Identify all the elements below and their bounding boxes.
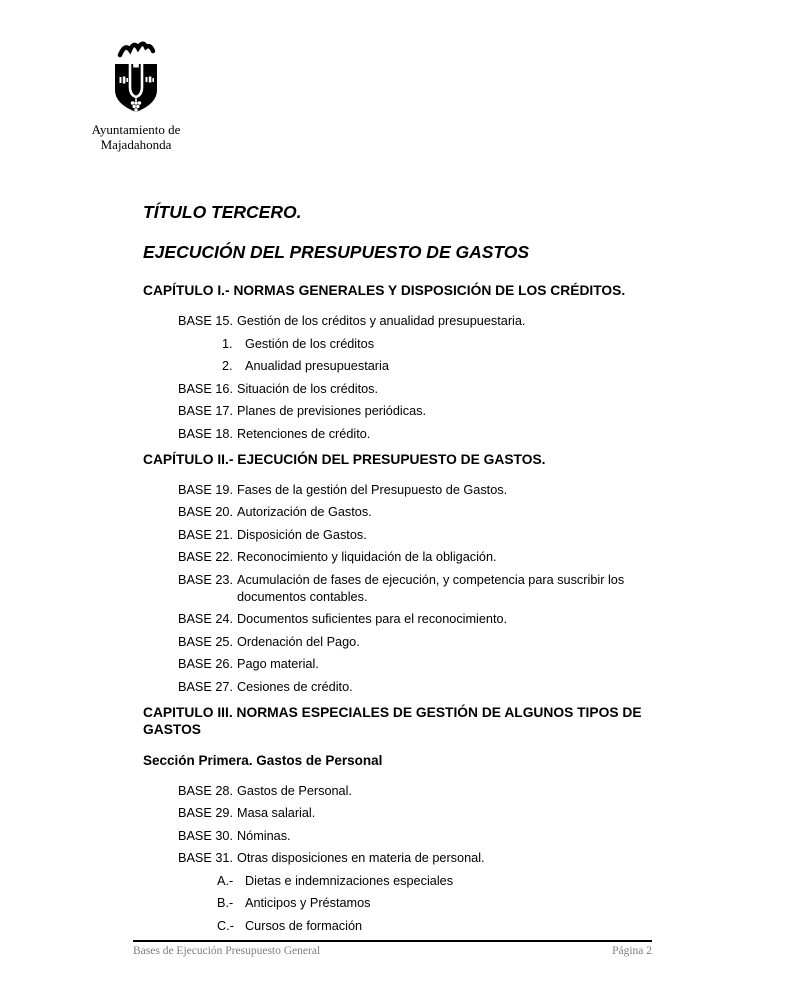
toc-item — [178, 426, 652, 443]
item-text: Anticipos y Préstamos — [245, 896, 371, 910]
toc-item — [178, 313, 652, 330]
item-label: BASE 27. — [178, 679, 234, 694]
toc-item — [178, 504, 652, 521]
toc-item — [178, 783, 652, 800]
item-label: BASE 16. — [178, 381, 234, 396]
toc-item — [178, 611, 652, 628]
footer-page-number: Página 2 — [612, 945, 652, 957]
toc-item — [178, 850, 652, 867]
chapter-heading: CAPÍTULO I.- NORMAS GENERALES Y DISPOSICIÓN DE LOS CRÉDITOS. — [143, 283, 626, 298]
item-label: BASE 15. — [178, 314, 234, 328]
item-label: BASE 18. — [178, 426, 234, 441]
item-label: BASE 17. — [178, 404, 234, 418]
footer-document-title: Bases de Ejecución Presupuesto General — [133, 945, 321, 957]
item-label: 1. — [222, 336, 233, 351]
toc-item — [222, 336, 652, 353]
item-text: Documentos suficientes para el reconocimiento. — [237, 612, 508, 626]
item-label: BASE 29. — [178, 806, 234, 820]
toc-item — [178, 656, 652, 673]
item-label: BASE 22. — [178, 550, 234, 564]
item-label: BASE 23. — [178, 572, 234, 587]
item-label: C.- — [217, 918, 234, 933]
logo-caption — [86, 122, 186, 152]
item-label: B.- — [217, 896, 234, 910]
item-label: BASE 30. — [178, 828, 234, 843]
item-text: Reconocimiento y liquidación de la obligación. — [237, 550, 497, 564]
item-text: Gastos de Personal. — [237, 783, 352, 798]
item-text: Gestión de los créditos — [245, 336, 375, 351]
doc-title-heading: TÍTULO TERCERO. — [143, 202, 302, 222]
item-text: Situación de los créditos. — [237, 381, 379, 396]
item-text: Retenciones de crédito. — [237, 426, 371, 441]
item-text: Dietas e indemnizaciones especiales — [245, 873, 454, 888]
item-label: BASE 24. — [178, 612, 234, 626]
toc-item — [178, 549, 652, 566]
item-text: Nóminas. — [237, 828, 291, 843]
item-text: Otras disposiciones en materia de personal. — [237, 851, 485, 865]
item-text: Pago material. — [237, 657, 319, 671]
item-label: BASE 19. — [178, 482, 234, 497]
page-footer — [133, 940, 652, 957]
toc-item — [178, 527, 652, 544]
item-label: BASE 31. — [178, 851, 234, 865]
toc-item — [217, 895, 652, 912]
item-label: 2. — [222, 359, 233, 373]
toc-item — [178, 828, 652, 845]
item-label: BASE 28. — [178, 783, 234, 798]
item-text: Cursos de formación — [245, 918, 363, 933]
majadahonda-logo — [86, 40, 186, 152]
item-label: BASE 26. — [178, 657, 234, 671]
toc-item — [217, 918, 652, 935]
doc-title-heading: EJECUCIÓN DEL PRESUPUESTO DE GASTOS — [143, 242, 530, 262]
chapter-heading: CAPÍTULO II.- EJECUCIÓN DEL PRESUPUESTO DE GASTOS. — [143, 451, 546, 467]
item-text: Acumulación de fases de ejecución, y competencia para suscribir los documentos contables. — [237, 572, 625, 604]
item-text: Masa salarial. — [237, 806, 316, 820]
toc-item — [178, 679, 652, 696]
item-text: Disposición de Gastos. — [237, 527, 367, 542]
toc-item — [178, 634, 652, 651]
document-body — [143, 202, 652, 940]
toc-item — [178, 403, 652, 420]
logo-caption-line1: Ayuntamiento de — [91, 122, 181, 137]
toc-item — [178, 381, 652, 398]
toc-item — [178, 482, 652, 499]
toc-item — [217, 873, 652, 890]
item-label: A.- — [217, 873, 234, 888]
section-heading: Sección Primera. Gastos de Personal — [143, 752, 383, 768]
item-text: Anualidad presupuestaria — [245, 359, 389, 373]
item-text: Autorización de Gastos. — [237, 505, 372, 519]
toc-item — [178, 572, 652, 606]
item-text: Planes de previsiones periódicas. — [237, 404, 427, 418]
majadahonda-coat-of-arms-icon — [108, 40, 164, 118]
item-text: Fases de la gestión del Presupuesto de Gastos. — [237, 482, 508, 497]
item-label: BASE 20. — [178, 505, 234, 519]
item-text: Cesiones de crédito. — [237, 679, 353, 694]
toc-item — [222, 358, 652, 375]
item-label: BASE 25. — [178, 634, 234, 649]
chapter-heading: CAPITULO III. NORMAS ESPECIALES DE GESTIÓN DE ALGUNOS TIPOS DE GASTOS — [143, 704, 642, 737]
toc-item — [178, 805, 652, 822]
logo-caption-line2: Majadahonda — [100, 137, 172, 152]
item-text: Ordenación del Pago. — [237, 634, 360, 649]
item-label: BASE 21. — [178, 527, 234, 542]
item-text: Gestión de los créditos y anualidad presupuestaria. — [237, 314, 526, 328]
